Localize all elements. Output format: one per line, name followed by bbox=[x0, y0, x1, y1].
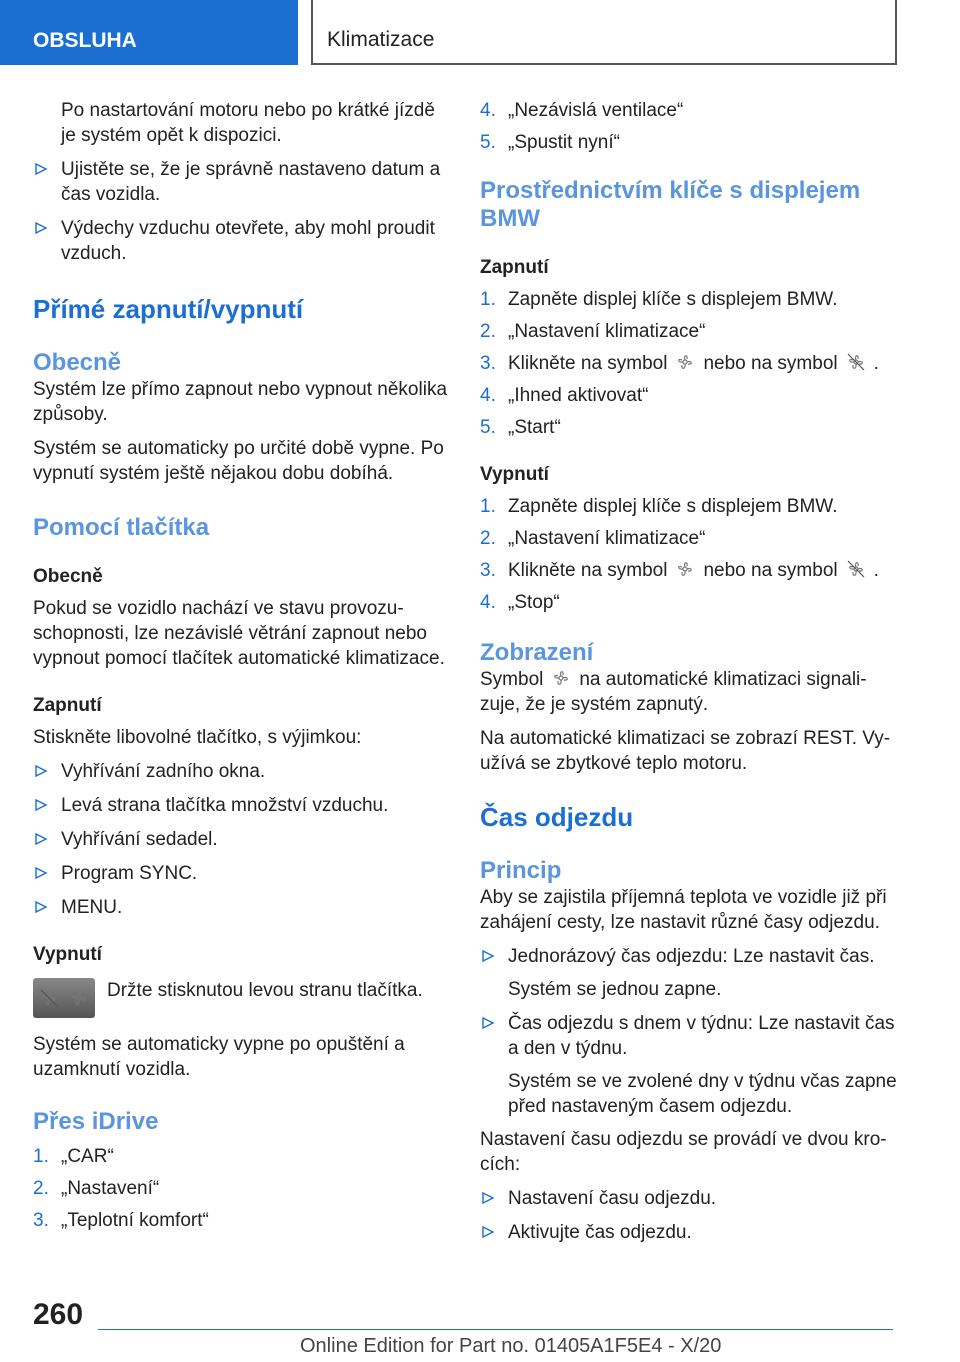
paragraph: Nastavení času odjezdu se provádí ve dvou kro-cích: bbox=[480, 1129, 887, 1175]
fan-icon bbox=[67, 988, 91, 1008]
paragraph: Aby se zajistila příjemná teplota ve vozidle již při zahájení cesty, lze nastavit různé časy odjezdu. bbox=[480, 887, 887, 933]
triangle-bullet-icon bbox=[33, 831, 49, 847]
list-item: Program SYNC. bbox=[33, 861, 453, 886]
minor-heading: Vypnutí bbox=[33, 944, 102, 965]
footer-rule bbox=[98, 1329, 893, 1330]
paragraph: Systém se automaticky vypne po opuštění a uzamknutí vozidla. bbox=[33, 1034, 405, 1080]
fan-off-icon bbox=[844, 559, 868, 579]
list-item: 4. „Stop“ bbox=[480, 592, 560, 613]
list-item: MENU. bbox=[33, 895, 453, 920]
list-item: 1. Zapněte displej klíče s displejem BMW. bbox=[480, 289, 838, 310]
section-label: OBSLUHA bbox=[33, 29, 137, 52]
list-item: 4. „Nezávislá ventilace“ bbox=[480, 100, 684, 121]
list-item: Aktivujte čas odjezdu. bbox=[480, 1220, 900, 1245]
button-illustration-row bbox=[33, 978, 453, 1022]
list-item: Levá strana tlačítka množství vzduchu. bbox=[33, 793, 453, 818]
triangle-bullet-icon bbox=[33, 797, 49, 813]
section-heading: Čas odjezdu bbox=[480, 802, 634, 832]
list-item: Nastavení času odjezdu. bbox=[480, 1186, 900, 1211]
list-item: 2. „Nastavení klimatizace“ bbox=[480, 321, 706, 342]
subsection-heading: Princip bbox=[480, 857, 562, 884]
fan-off-icon bbox=[844, 352, 868, 372]
list-item: 3. Klikněte na symbol nebo na symbol . bbox=[480, 560, 879, 581]
triangle-bullet-icon bbox=[33, 161, 49, 177]
left-column bbox=[33, 98, 453, 1233]
paragraph: Systém lze přímo zapnout nebo vypnout několika způsoby. bbox=[33, 379, 448, 425]
paragraph: Systém se ve zvolené dny v týdnu včas zapne před nastaveným časem odjezdu. bbox=[508, 1071, 897, 1117]
triangle-bullet-icon bbox=[480, 1015, 496, 1031]
chapter-title: Klimatizace bbox=[327, 28, 435, 51]
triangle-bullet-icon bbox=[33, 865, 49, 881]
paragraph: Po nastartování motoru nebo po krátké jízdě je systém opět k dispozici. bbox=[61, 100, 435, 146]
fan-icon bbox=[673, 559, 697, 579]
paragraph: Systém se jednou zapne. bbox=[508, 979, 722, 1000]
paragraph: Systém se automaticky po určité době vypne. Po vypnutí systém ještě nějakou dobu dobíhá. bbox=[33, 438, 444, 484]
list-item: 2. „Nastavení“ bbox=[33, 1178, 160, 1199]
section-tab bbox=[0, 0, 298, 65]
triangle-bullet-icon bbox=[480, 948, 496, 964]
triangle-bullet-icon bbox=[33, 220, 49, 236]
fan-icon bbox=[673, 352, 697, 372]
triangle-bullet-icon bbox=[33, 763, 49, 779]
subsection-heading: Zobrazení bbox=[480, 639, 594, 666]
triangle-bullet-icon bbox=[480, 1224, 496, 1240]
list-item: 5. „Start“ bbox=[480, 417, 561, 438]
subsection-heading: Obecně bbox=[33, 349, 122, 376]
page-number: 260 bbox=[33, 1298, 84, 1331]
triangle-bullet-icon bbox=[33, 899, 49, 915]
list-item: Vyhřívání zadního okna. bbox=[33, 759, 453, 784]
list-item: 5. „Spustit nyní“ bbox=[480, 132, 620, 153]
list-item: 2. „Nastavení klimatizace“ bbox=[480, 528, 706, 549]
section-heading: Přímé zapnutí/vypnutí bbox=[33, 294, 304, 324]
right-column bbox=[480, 98, 900, 1245]
list-item: 3. „Teplotní komfort“ bbox=[33, 1210, 209, 1231]
minor-heading: Zapnutí bbox=[480, 257, 549, 278]
list-item: Vyhřívání sedadel. bbox=[33, 827, 453, 852]
edition-note: Online Edition for Part no. 01405A1F5E4 - X/20 bbox=[300, 1335, 722, 1357]
paragraph: Symbol na automatické klimatizaci signali-zuje, že je systém zapnutý. bbox=[480, 669, 867, 715]
fan-button-image bbox=[33, 978, 95, 1018]
list-item: 4. „Ihned aktivovat“ bbox=[480, 385, 649, 406]
paragraph: Na automatické klimatizaci se zobrazí REST. Vy-užívá se zbytkové teplo motoru. bbox=[480, 728, 891, 774]
list-item: 3. Klikněte na symbol nebo na symbol . bbox=[480, 353, 879, 374]
list-item: Výdechy vzduchu otevřete, aby mohl proudit vzduch. bbox=[33, 216, 453, 266]
chapter-header bbox=[311, 0, 897, 65]
minor-heading: Obecně bbox=[33, 566, 103, 587]
list-item: 1. „CAR“ bbox=[33, 1146, 114, 1167]
list-item: Čas odjezdu s dnem v týdnu: Lze nastavit čas a den v týdnu. bbox=[480, 1011, 900, 1061]
paragraph: Stiskněte libovolné tlačítko, s výjimkou: bbox=[33, 727, 362, 748]
triangle-bullet-icon bbox=[480, 1190, 496, 1206]
minor-heading: Zapnutí bbox=[33, 695, 102, 716]
subsection-heading: Přes iDrive bbox=[33, 1108, 159, 1135]
list-item: 1. Zapněte displej klíče s displejem BMW. bbox=[480, 496, 838, 517]
minor-heading: Vypnutí bbox=[480, 464, 549, 485]
paragraph: Držte stisknutou levou stranu tlačítka. bbox=[107, 980, 423, 1001]
list-item: Ujistěte se, že je správně nastaveno datum a čas vozidla. bbox=[33, 157, 453, 207]
fan-icon bbox=[549, 668, 573, 688]
fan-off-icon bbox=[37, 988, 61, 1008]
subsection-heading: Pomocí tlačítka bbox=[33, 514, 210, 541]
list-item: Jednorázový čas odjezdu: Lze nastavit čas. bbox=[480, 944, 900, 969]
subsection-heading: Prostřednictvím klíče s displejem BMW bbox=[480, 177, 861, 232]
paragraph: Pokud se vozidlo nachází ve stavu provozu-schopnosti, lze nezávislé větrání zapnout nebo vypnout pomocí tlačítek automatické klimatizace. bbox=[33, 598, 445, 669]
